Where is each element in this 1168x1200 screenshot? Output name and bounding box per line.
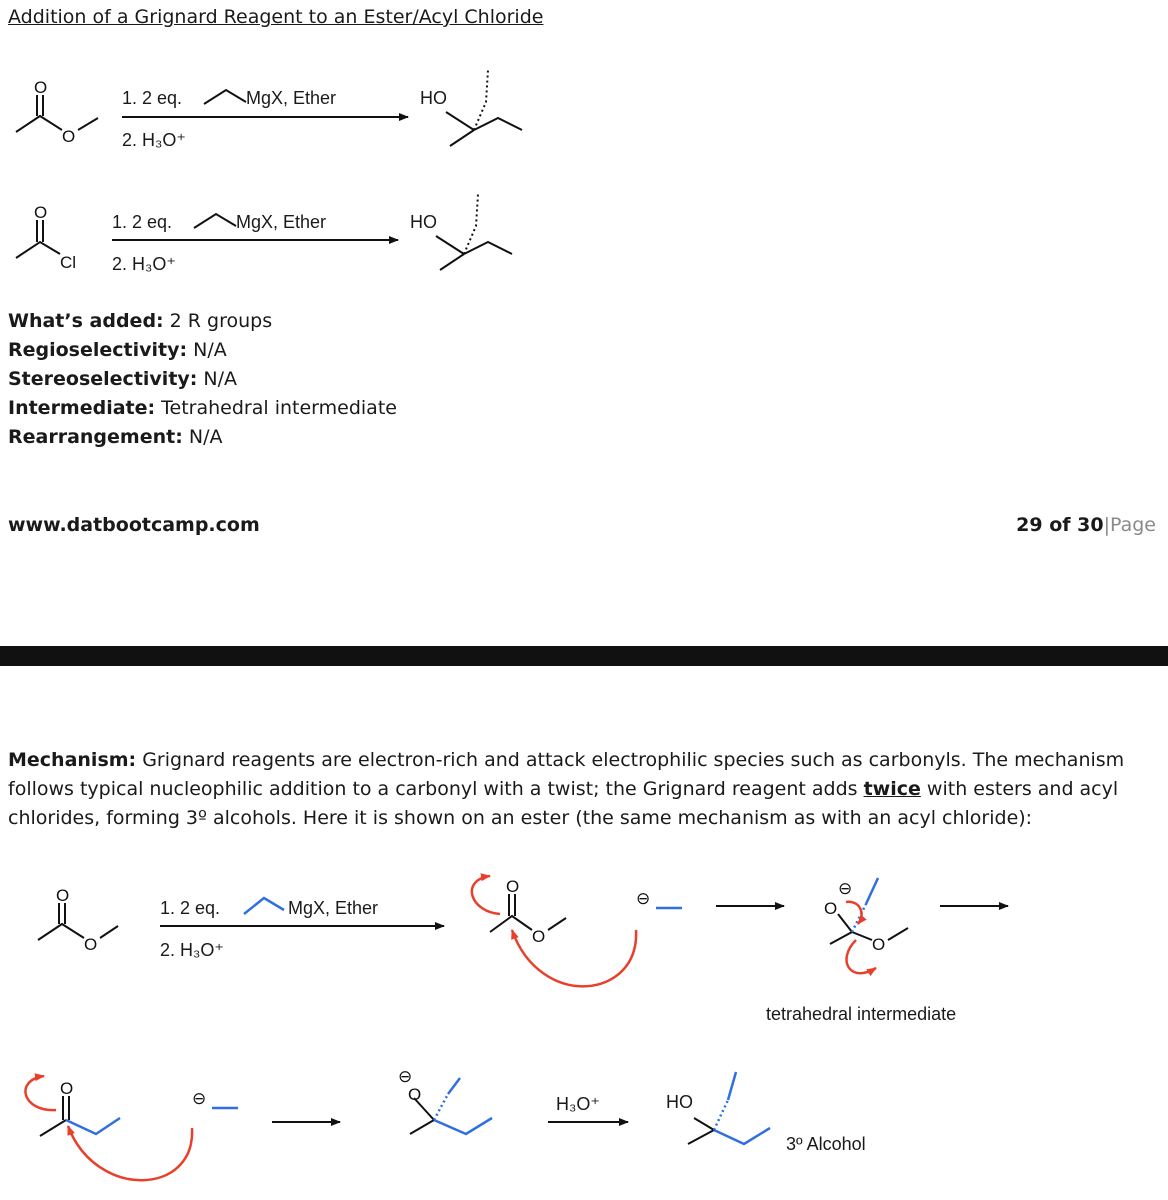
attacked-ester-structure [490, 894, 566, 932]
property-row: Intermediate: Tetrahedral intermediate [8, 397, 397, 419]
reaction2-chlorine: Cl [60, 253, 77, 272]
tetrahedral-oxygen: O [824, 899, 838, 918]
reaction2-acyl-chloride-structure [16, 220, 60, 258]
reform-carbonyl-arrow [846, 902, 862, 924]
reaction1-carbonyl-oxygen: O [34, 78, 48, 97]
ketone-structure [40, 1096, 69, 1136]
mechanism-paragraph: Mechanism: Grignard reagents are electron-rich and attack electrophilic species such as carbonyls. The mechanism follows typical nucleophilic addition to a carbonyl with a twist; the Grignard reagent adds twice with esters and acyl chlorides, forming 3º alcohols. Here it is shown on an ester (the same mechanism as with an acyl chloride): [8, 749, 1125, 829]
page-title: Addition of a Grignard Reagent to an Ester/Acyl Chloride [8, 6, 544, 28]
reaction2-grignard-ethyl [194, 214, 236, 228]
reaction2-step2: 2. H₃O⁺ [112, 254, 176, 274]
footer-website: www.datbootcamp.com [8, 514, 260, 536]
property-row: Regioselectivity: N/A [8, 339, 227, 361]
mechanism-step1: 1. 2 eq. [160, 898, 221, 918]
nucleophile-attack-arrow [512, 930, 636, 986]
tetrahedral-intermediate-structure [830, 914, 908, 944]
reaction1-grignard-ethyl [204, 90, 246, 104]
property-row: Stereoselectivity: N/A [8, 368, 238, 390]
final-ethyl-2-bond [714, 1100, 728, 1130]
footer-page-number: 29 of 30|Page [1016, 514, 1156, 536]
reaction2-product-oh: HO [410, 212, 437, 232]
mechanism-ester-structure [38, 903, 118, 940]
reaction2-reagent: MgX, Ether [236, 212, 327, 232]
reaction1-step2: 2. H₃O⁺ [122, 130, 186, 150]
attacked-carbonyl-oxygen: O [506, 877, 520, 896]
reaction1-product-oh: HO [420, 88, 447, 108]
alkoxide-ethyl-2-bond [434, 1094, 448, 1120]
ketone-pi-arrow [25, 1076, 56, 1110]
reaction2-product-structure [436, 194, 512, 270]
tertiary-alcohol-label: 3º Alcohol [786, 1134, 866, 1154]
reaction2-carbonyl-oxygen: O [34, 203, 48, 222]
mechanism-reagent: MgX, Ether [288, 898, 379, 918]
final-ethyl-2 [728, 1072, 736, 1100]
property-row: Rearrangement: N/A [8, 426, 223, 448]
property-row: What’s added: 2 R groups [8, 310, 273, 332]
reaction2-step1: 1. 2 eq. [112, 212, 173, 232]
final-alcohol-structure [688, 1118, 714, 1144]
mechanism-step2: 2. H₃O⁺ [160, 940, 224, 960]
tetrahedral-intermediate-label: tetrahedral intermediate [766, 1004, 957, 1024]
reaction1-ester-oxygen: O [62, 127, 76, 146]
reaction1-ester-structure [16, 95, 98, 132]
mechanism-ester-oxygen: O [84, 935, 98, 954]
attacked-ester-oxygen: O [532, 927, 546, 946]
mechanism-carbonyl-oxygen: O [56, 886, 70, 905]
pi-bond-arrow [472, 876, 500, 914]
tetrahedral-ethyl-chain [866, 878, 878, 904]
alkoxide-ethyl-1 [434, 1118, 492, 1134]
alkoxide-ethyl-2 [448, 1078, 460, 1094]
alkoxide-charge: ⊖ [398, 1067, 413, 1086]
alkoxide-oxygen: O [408, 1085, 422, 1104]
ketone-ethyl [66, 1118, 120, 1134]
second-attack-arrow [68, 1126, 192, 1180]
mechanism-grignard-ethyl [244, 898, 284, 914]
tetrahedral-charge: ⊖ [838, 879, 853, 898]
ketone-oxygen: O [60, 1079, 74, 1098]
final-ethyl-1 [714, 1128, 770, 1144]
reaction1-reagent: MgX, Ether [246, 88, 337, 108]
tetrahedral-ester-oxygen: O [872, 935, 886, 954]
final-product-oh: HO [666, 1092, 693, 1112]
second-carbanion-charge: ⊖ [192, 1089, 207, 1108]
reaction1-step1: 1. 2 eq. [122, 88, 183, 108]
carbanion-charge: ⊖ [636, 889, 651, 908]
reaction1-product-structure [446, 70, 522, 146]
acid-workup-label: H₃O⁺ [556, 1094, 600, 1114]
